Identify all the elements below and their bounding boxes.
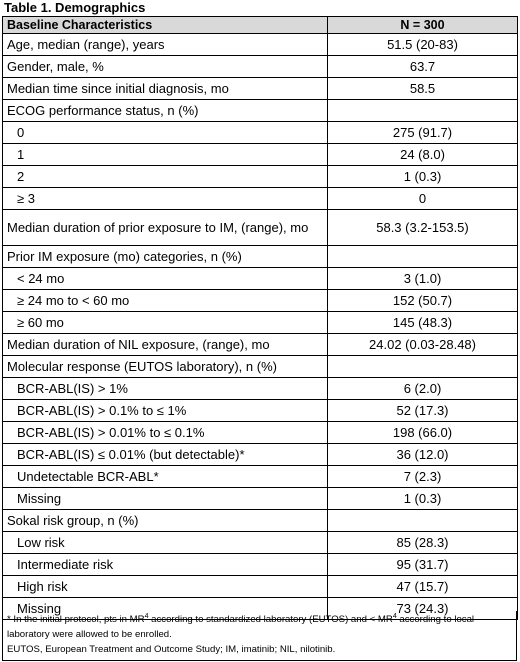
table-header-row: [3, 17, 518, 34]
row-value: 198 (66.0): [328, 422, 518, 444]
row-label: Gender, male, %: [3, 56, 328, 78]
row-sublabel: BCR-ABL(IS) > 0.1% to ≤ 1%: [3, 400, 328, 422]
row-sublabel: 2: [3, 166, 328, 188]
table-row: [3, 210, 518, 246]
row-label: Median time since initial diagnosis, mo: [3, 78, 328, 100]
table-footnote: [2, 611, 517, 661]
row-sublabel: Undetectable BCR-ABL*: [3, 466, 328, 488]
row-sublabel: Missing: [3, 488, 328, 510]
row-value: 58.3 (3.2-153.5): [328, 210, 518, 246]
table-body: [3, 34, 518, 620]
footnote-line-1: [7, 612, 512, 642]
row-value: 51.5 (20-83): [328, 34, 518, 56]
row-sublabel: ≥ 24 mo to < 60 mo: [3, 290, 328, 312]
table-row: [3, 100, 518, 122]
row-sublabel: BCR-ABL(IS) ≤ 0.01% (but detectable)*: [3, 444, 328, 466]
table-row: [3, 34, 518, 56]
row-label: Age, median (range), years: [3, 34, 328, 56]
table-row: [3, 422, 518, 444]
table-row: [3, 166, 518, 188]
row-sublabel: High risk: [3, 576, 328, 598]
row-label: Median duration of prior exposure to IM, (range), mo: [3, 210, 328, 246]
row-value: 3 (1.0): [328, 268, 518, 290]
footnote-text: according to standardized laboratory (EUTOS) and < MR: [148, 614, 393, 625]
table-row: [3, 532, 518, 554]
header-n: N = 300: [328, 17, 518, 34]
row-label: Prior IM exposure (mo) categories, n (%): [3, 246, 328, 268]
row-value: 275 (91.7): [328, 122, 518, 144]
table-row: [3, 268, 518, 290]
row-value: [328, 100, 518, 122]
row-value: 7 (2.3): [328, 466, 518, 488]
table-row: [3, 356, 518, 378]
table-caption: Table 1. Demographics: [4, 0, 146, 15]
demographics-table: [2, 16, 518, 620]
row-value: 95 (31.7): [328, 554, 518, 576]
table-row: [3, 312, 518, 334]
table-row: [3, 466, 518, 488]
table-row: [3, 122, 518, 144]
table-row: [3, 576, 518, 598]
row-value: 47 (15.7): [328, 576, 518, 598]
table-row: [3, 56, 518, 78]
superscript: 4: [144, 612, 149, 620]
table-row: [3, 290, 518, 312]
row-sublabel: Intermediate risk: [3, 554, 328, 576]
table-row: [3, 488, 518, 510]
footnote-text: according to local laboratory were allowed to be enrolled.: [7, 614, 475, 640]
row-sublabel: BCR-ABL(IS) > 0.01% to ≤ 0.1%: [3, 422, 328, 444]
row-sublabel: ≥ 60 mo: [3, 312, 328, 334]
row-sublabel: 1: [3, 144, 328, 166]
row-value: 6 (2.0): [328, 378, 518, 400]
row-value: 73 (24.3): [328, 598, 518, 620]
row-value: 0: [328, 188, 518, 210]
row-value: [328, 510, 518, 532]
row-value: 58.5: [328, 78, 518, 100]
table-row: [3, 554, 518, 576]
row-value: [328, 356, 518, 378]
row-sublabel: Low risk: [3, 532, 328, 554]
row-sublabel: BCR-ABL(IS) > 1%: [3, 378, 328, 400]
table-row: [3, 378, 518, 400]
table-row: [3, 78, 518, 100]
row-value: 1 (0.3): [328, 488, 518, 510]
row-sublabel: < 24 mo: [3, 268, 328, 290]
row-label: Molecular response (EUTOS laboratory), n (%): [3, 356, 328, 378]
row-value: 36 (12.0): [328, 444, 518, 466]
table-row: [3, 444, 518, 466]
footnote-text: * In the initial protocol, pts in MR: [7, 614, 145, 625]
row-label: ECOG performance status, n (%): [3, 100, 328, 122]
row-sublabel: Missing: [3, 598, 328, 620]
row-value: 145 (48.3): [328, 312, 518, 334]
header-characteristics: Baseline Characteristics: [3, 17, 328, 34]
row-value: 52 (17.3): [328, 400, 518, 422]
table-row: [3, 188, 518, 210]
row-value: 152 (50.7): [328, 290, 518, 312]
row-value: 1 (0.3): [328, 166, 518, 188]
row-value: 85 (28.3): [328, 532, 518, 554]
superscript: 4: [392, 612, 397, 620]
footnote-line-2: EUTOS, European Treatment and Outcome Study; IM, imatinib; NIL, nilotinib.: [7, 644, 336, 655]
row-sublabel: ≥ 3: [3, 188, 328, 210]
row-value: 63.7: [328, 56, 518, 78]
table-row: [3, 334, 518, 356]
table-row: [3, 144, 518, 166]
table-row: [3, 246, 518, 268]
row-value: 24 (8.0): [328, 144, 518, 166]
row-value: [328, 246, 518, 268]
row-label: Median duration of NIL exposure, (range), mo: [3, 334, 328, 356]
table-row: [3, 510, 518, 532]
table-row: [3, 400, 518, 422]
row-label: Sokal risk group, n (%): [3, 510, 328, 532]
row-sublabel: 0: [3, 122, 328, 144]
row-value: 24.02 (0.03-28.48): [328, 334, 518, 356]
